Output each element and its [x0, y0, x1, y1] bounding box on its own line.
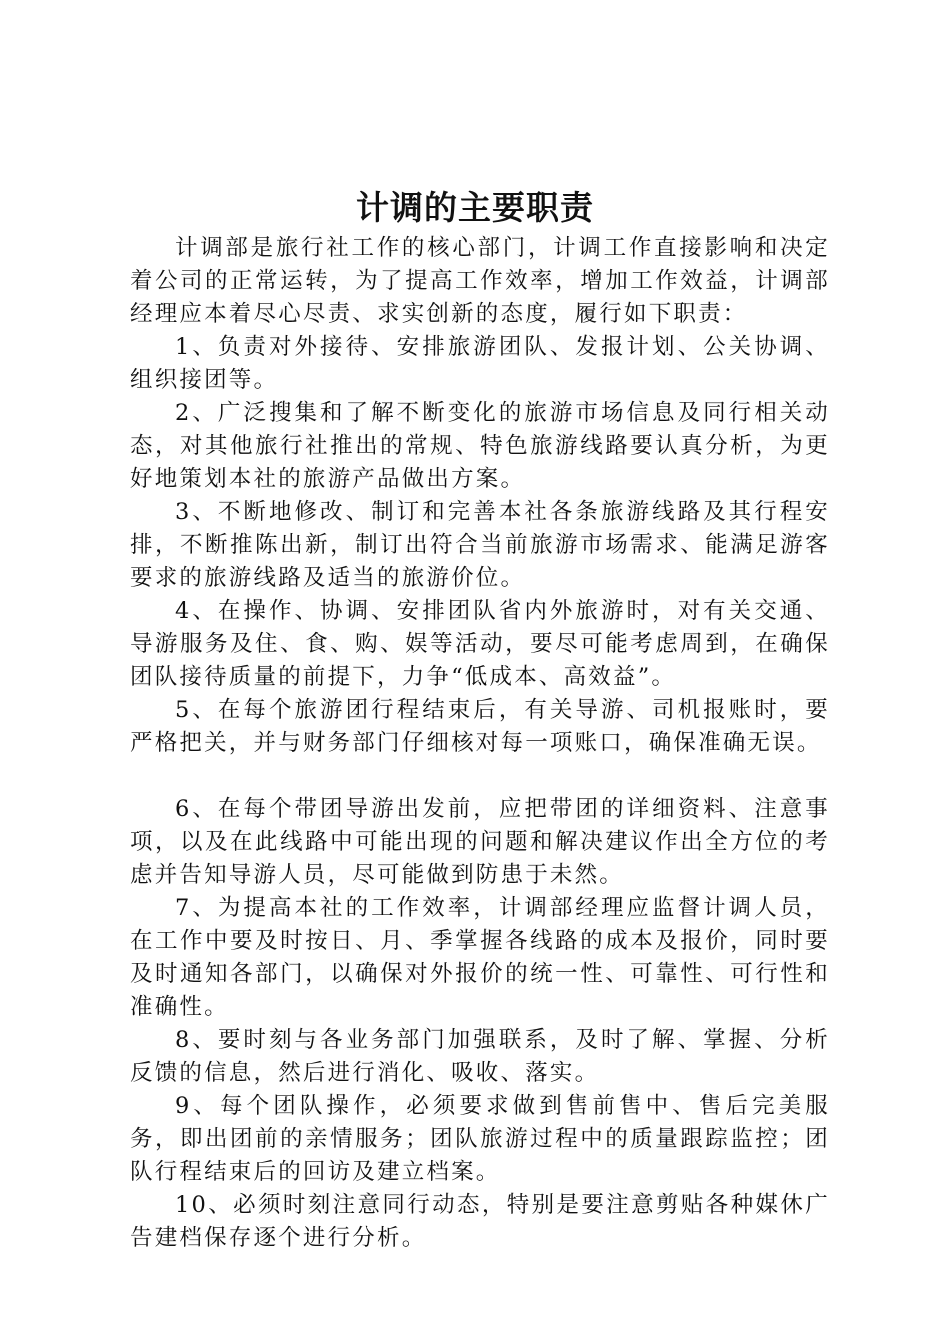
paragraph-duty-5: 5、在每个旅游团行程结束后，有关导游、司机报账时，要严格把关，并与财务部门仔细核对每一项账口，确保准确无误。	[130, 697, 830, 756]
paragraph-duty-8: 8、要时刻与各业务部门加强联系，及时了解、掌握、分析反馈的信息，然后进行消化、吸收、落实。	[130, 1027, 830, 1086]
page-title: 计调的主要职责	[356, 188, 594, 227]
paragraph-duty-9: 9、每个团队操作，必须要求做到售前售中、售后完美服务，即出团前的亲情服务；团队旅游过程中的质量跟踪监控；团队行程结束后的回访及建立档案。	[130, 1093, 830, 1185]
paragraph-duty-3: 3、不断地修改、制订和完善本社各条旅游线路及其行程安排，不断推陈出新，制订出符合当前旅游市场需求、能满足游客要求的旅游线路及适当的旅游价位。	[130, 499, 830, 591]
paragraph-duty-4: 4、在操作、协调、安排团队省内外旅游时，对有关交通、导游服务及住、食、购、娱等活动，要尽可能考虑周到，在确保团队接待质量的前提下，力争“低成本、高效益”。	[130, 598, 830, 690]
paragraph-intro: 计调部是旅行社工作的核心部门，计调工作直接影响和决定着公司的正常运转，为了提高工作效率，增加工作效益，计调部经理应本着尽心尽责、求实创新的态度，履行如下职责：	[130, 235, 830, 327]
paragraph-duty-6: 6、在每个带团导游出发前，应把带团的详细资料、注意事项，以及在此线路中可能出现的问题和解决建议作出全方位的考虑并告知导游人员，尽可能做到防患于未然。	[130, 796, 830, 888]
document-body	[130, 232, 830, 1255]
paragraph-duty-10: 10、必须时刻注意同行动态，特别是要注意剪贴各种媒休广告建档保存逐个进行分析。	[130, 1192, 830, 1251]
paragraph-duty-7: 7、为提高本社的工作效率，计调部经理应监督计调人员，在工作中要及时按日、月、季掌握各线路的成本及报价，同时要及时通知各部门，以确保对外报价的统一性、可靠性、可行性和准确性。	[130, 895, 830, 1020]
paragraph-duty-2: 2、广泛搜集和了解不断变化的旅游市场信息及同行相关动态，对其他旅行社推出的常规、特色旅游线路要认真分析，为更好地策划本社的旅游产品做出方案。	[130, 400, 830, 492]
paragraph-duty-1: 1、负责对外接待、安排旅游团队、发报计划、公关协调、组织接团等。	[130, 334, 830, 393]
